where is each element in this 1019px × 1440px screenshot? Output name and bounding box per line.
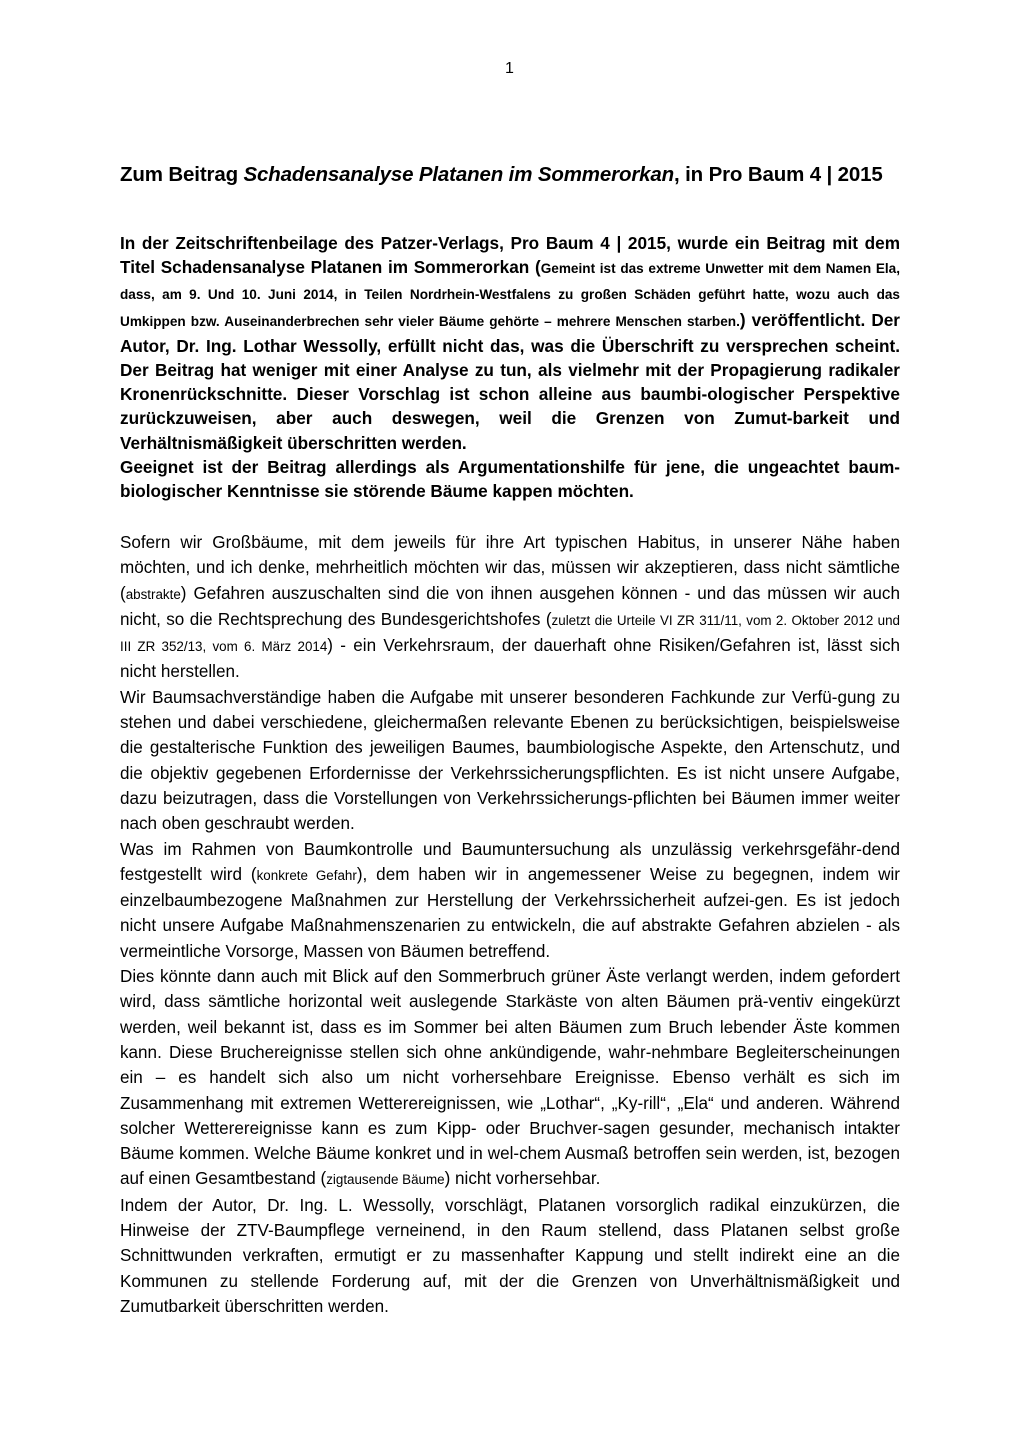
body-note: zigtausende Bäume [326,1172,445,1188]
body-text: Dies könnte dann auch mit Blick auf den Sommerbruch grüner Äste verlangt werden, indem gefordert wird, dass sämtliche horizontal weit auslegende Starkäste von alten Bäumen prä-ventiv eingekürzt werden, weil bekannt ist, dass es im Sommer bei alten Bäumen zum Bruch lebender Äste kommen kann. Diese Bruchereignisse stellen sich ohne ankündigende, wahr-nehmbare Begleiterscheinungen ein – es handelt sich also um nicht vorhersehbare Ereignisse. Ebenso verhält es sich im Zusammenhang mit extremen Wetterereignissen, wie „Lothar“, „Ky-rill“, „Ela“ und anderen. Während solcher Wetterereignisse kann es zum Kipp- oder Bruchver-sagen gesunder, mechanisch intakter Bäume kommen. Welche Bäume konkret und in wel-chem Ausmaß betroffen sein werden, ist, bezogen auf einen Gesamtbestand ( [120,967,900,1189]
intro-text-a: In der Zeitschriftenbeilage des Patzer-Verlags, Pro Baum 4 | 2015, wurde ein Beitrag mit dem Titel Schadensanalyse Platanen im Sommerorkan ( [120,233,900,278]
title-article-name: Schadensanalyse Platanen im Sommerorkan [243,163,675,186]
body-paragraph-4 [120,964,900,1193]
body-text: Sofern wir Großbäume, mit dem jeweils für ihre Art typischen Habitus, in unserer Nähe haben möchten, und ich denke, mehrheitlich möchten wir das, müssen wir akzeptieren, dass nicht sämtliche ( [120,533,900,603]
body-text: ) Gefahren auszuschalten sind die von ihnen ausgehen können - und das müssen wir auch nicht, so die Rechtsprechung des Bundesgerichtshofes ( [120,583,900,629]
body-paragraph-1 [120,530,900,685]
page-number: 1 [505,60,514,77]
intro-note: Gemeint ist das extreme Unwetter mit dem Namen Ela, dass, am 9. Und 10. Juni 2014, in Teilen Nordrhein-Westfalens zu großen Schäden geführt hatte, wozu auch das Umkippen bzw. Auseinanderbrechen sehr vieler Bäume gehörte – mehrere Menschen starben. [120,261,900,329]
body-paragraph-5: Indem der Autor, Dr. Ing. L. Wessolly, vorschlägt, Platanen vorsorglich radikal einzukürzen, die Hinweise der ZTV-Baumpflege verneinend, in den Raum stellend, dass Platanen selbst große Schnittwunden verkraften, ermutigt er zu massenhafter Kappung und stellt indirekt eine an die Kommunen zu stellende Forderung auf, mit der die Grenzen von Unverhältnismäßigkeit und Zumutbarkeit überschritten werden. [120,1195,900,1316]
body-note: konkrete Gefahr [256,867,357,883]
body-paragraph-3 [120,837,900,964]
body-text [120,530,900,1319]
body-note: abstrakte [125,586,181,602]
title-suffix: , in Pro Baum 4 | 2015 [674,163,883,186]
court-rulings-note: zuletzt die Urteile VI ZR 311/11, vom 2. Oktober 2012 und III ZR 352/13, vom 6. März 2014 [120,612,900,655]
body-text: ), dem haben wir in angemessener Weise zu begegnen, indem wir einzelbaumbezogene Maßnahmen zur Herstellung der Verkehrssicherheit aufzei-gen. Es ist jedoch nicht unsere Aufgabe Maßnahmenszenarien zu entwickeln, die auf abstrakte Gefahren abzielen - als vermeintliche Vorsorge, Massen von Bäumen betreffend. [120,864,900,961]
document-title [120,163,910,187]
body-text: Was im Rahmen von Baumkontrolle und Baumuntersuchung als unzulässig verkehrsgefähr-dend festgestellt wird ( [120,839,900,884]
intro-paragraph-1 [120,231,900,455]
intro-text-b: ) veröffentlicht. Der Autor, Dr. Ing. Lothar Wessolly, erfüllt nicht das, was die Überschrift zu versprechen scheint. Der Beitrag hat weniger mit einer Analyse zu tun, als vielmehr mit der Propagierung radikaler Kronenrückschnitte. Dieser Vorschlag ist schon alleine aus baumbi-ologischer Perspektive zurückzuweisen, aber auch deswegen, weil die Grenzen von Zumut-barkeit und Verhältnismäßigkeit überschritten werden. [120,309,900,453]
body-text: ) nicht vorhersehbar. [444,1169,601,1189]
body-text: ) - ein Verkehrsraum, der dauerhaft ohne Risiken/Gefahren ist, lässt sich nicht herstellen. [120,636,900,682]
intro-summary [120,231,900,503]
title-prefix: Zum Beitrag [120,163,244,186]
intro-paragraph-2: Geeignet ist der Beitrag allerdings als Argumentationshilfe für jene, die ungeachtet baum-biologischer Kenntnisse sie störende Bäume kappen möchten. [120,456,900,502]
body-paragraph-2: Wir Baumsachverständige haben die Aufgabe mit unserer besonderen Fachkunde zur Verfü-gung zu stehen und dabei verschiedene, gleichermaßen relevante Ebenen zu berücksichtigen, beispielsweise die gestalterische Funktion des jeweiligen Baumes, baumbiologische Aspekte, den Artenschutz, und die objektiv gegebenen Erfordernisse der Verkehrssicherungspflichten. Es ist nicht unsere Aufgabe, dazu beizutragen, dass die Vorstellungen von Verkehrssicherungs-pflichten bei Bäumen immer weiter nach oben geschraubt werden. [120,687,900,834]
